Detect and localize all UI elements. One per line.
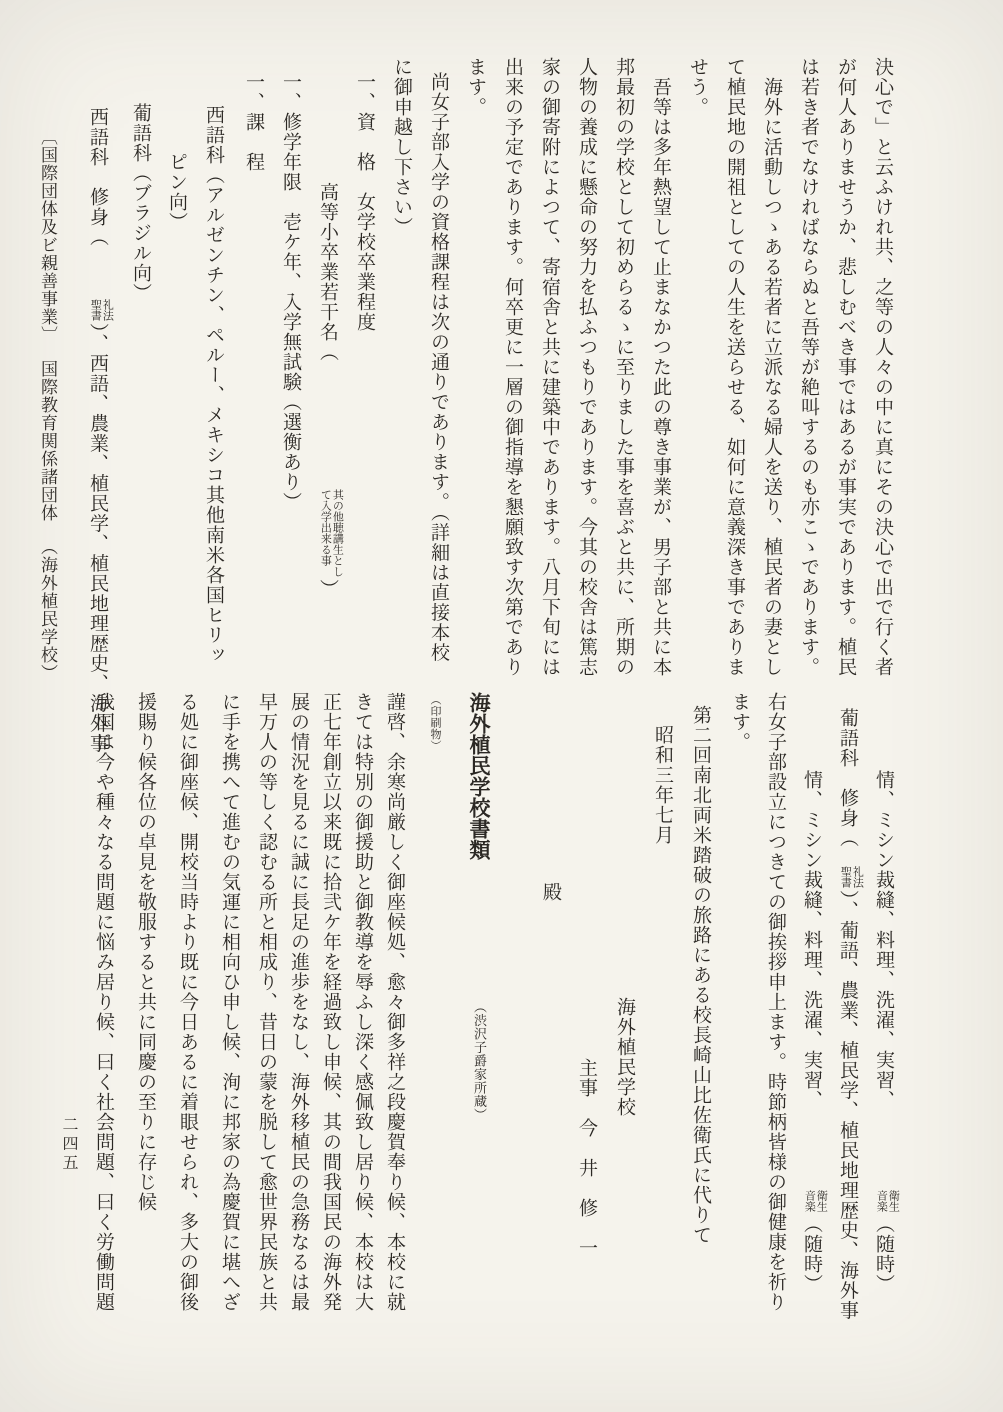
spacer [479, 860, 480, 1000]
inline-small-annotation [803, 1112, 827, 1212]
text-column: 家の御寄附によつて、寄宿舎と共に建築中であります。八月下旬には [539, 57, 560, 677]
list-item-curriculum: 一、課 程 [243, 72, 264, 172]
subjects-text: （随時） [801, 1214, 822, 1294]
text-column: ます。 [465, 57, 486, 117]
text-column: 早万人の等しく認むる所と相成り、昔日の蒙を脱して愈世界民族と共 [256, 692, 277, 1312]
annotation-line: 聖書 [89, 299, 102, 321]
subjects-text: ）、西語、農業、植民学、植民地理歴史、海外事 [87, 323, 108, 754]
lower-text-band [82, 692, 901, 1332]
subjects-text: 情、ミシン裁縫、料理、洗濯、実習、 [873, 770, 894, 1110]
text-column: 吾等は多年熱望して止まなかつた此の尊き事業が、男子部と共に本 [650, 77, 671, 677]
running-header-section: 〔国際団体及ビ親善事業〕 [38, 128, 57, 344]
curriculum-subjects-column [75, 57, 119, 754]
curriculum-subjects-column-cont [865, 692, 901, 1332]
subjects-text: 西語科 修身（ [87, 107, 108, 247]
note-text: 高等小卒業若干名（ [317, 182, 338, 362]
inline-small-annotation [839, 850, 863, 888]
curriculum-portuguese-subjects-column [829, 692, 865, 1332]
text-column: 人物の養成に懸命の努力を払ふつもりであります。今其の校舎は篤志 [576, 57, 597, 677]
letter-sender-school: 海外植民学校 [614, 997, 635, 1117]
annotation-line: 礼法 [851, 866, 864, 888]
running-header-school: （海外植民学校） [38, 538, 57, 682]
list-note-column [309, 57, 346, 689]
text-column: 展の情況を見るに誠に長足の進歩をなし、海外移植民の急務なるは最 [288, 692, 309, 1312]
text-column: 海外に活動しつゝある若者に立派なる婦人を送り、植民者の妻とし [761, 77, 782, 677]
text-column: ます。 [729, 692, 750, 752]
letter-sender-name: 主事 今 井 修 一 [576, 1058, 597, 1258]
curriculum-subjects-column-cont [793, 692, 829, 1332]
curriculum-spanish-column: 西語科（アルゼンチン、ペルー、メキシコ其他南米各国ヒリッ [203, 105, 224, 665]
inline-small-annotation [89, 249, 113, 321]
text-column: 出来の予定であります。何卒更に一層の御指導を懇願致す次第であり [502, 57, 523, 677]
text-column: る処に御座候、開校当時より既に今日あるに着眼せられ、多大の御後 [177, 692, 198, 1312]
annotation-line: 其の他聴講生とし [331, 489, 344, 577]
annotation-line: 礼法 [101, 299, 114, 321]
collection-note: （渋沢子爵家所蔵） [472, 1000, 487, 1122]
subjects-text: 情、ミシン裁縫、料理、洗濯、実習、 [801, 770, 822, 1110]
letter-date: 昭和三年七月 [652, 725, 673, 845]
subjects-text: ）、葡語、農業、植民学、植民地理歴史、海外事 [837, 890, 858, 1321]
text-column: 右女子部設立につきての御挨拶申上ます。時節柄皆様の御健康を祈り [765, 692, 786, 1312]
curriculum-spanish-column-cont: ピン向） [166, 152, 187, 232]
list-item-qualification: 一、資 格 女学校卒業程度 [354, 72, 375, 332]
text-column: 正七年創立以来既に拾弐ケ年を経過致し申候、其の間我国民の海外発 [320, 692, 341, 1312]
running-header [34, 128, 60, 682]
section-heading-text: 海外植民学校書類 [467, 692, 491, 860]
document-section-heading [458, 692, 500, 1332]
subjects-text: （随時） [873, 1214, 894, 1294]
inline-small-annotation [319, 364, 343, 577]
text-column: せう。 [687, 57, 708, 117]
text-column: 決心で」と云ふけれ共、之等の人々の中に真にその決心で出で行く者 [872, 57, 893, 677]
annotation-line: 聖書 [839, 866, 852, 888]
annotation-line: 音楽 [875, 1190, 888, 1212]
list-item-study-term: 一、修学年限 壱ケ年、入学無試験（選衡あり） [280, 72, 301, 512]
letter-addressee-honorific: 殿 [540, 882, 561, 902]
annotation-line: 衛生 [887, 1190, 900, 1212]
note-text: ） [317, 579, 338, 599]
annotation-line: 衛生 [815, 1190, 828, 1212]
text-column: に手を携へて進むの気運に相向ひ申し候、洵に邦家の為慶賀に堪へざ [219, 692, 240, 1312]
print-material-note: （印刷物） [429, 694, 441, 752]
text-column: 我国は今や種々なる問題に悩み居り候、曰く社会問題、曰く労働問題 [93, 692, 114, 1312]
page-number: 二四五 [60, 1116, 77, 1173]
subjects-text: 葡語科 修身（ [837, 708, 858, 848]
inline-small-annotation [875, 1112, 899, 1212]
curriculum-portuguese-column: 葡語科（ブラジル向） [130, 103, 151, 303]
text-column: に御申越し下さい） [391, 57, 412, 237]
text-column: は若き者でなければならぬと吾等が絶叫するのも亦こゝであります。 [798, 57, 819, 677]
annotation-line: て入学出来る事 [319, 489, 332, 566]
text-column: 謹啓、余寒尚厳しく御座候処、愈々御多祥之段慶賀奉り候、本校に就 [384, 692, 405, 1312]
text-column: きては特別の御援助と御教導を辱ふし深く感佩致し居り候、本校は大 [352, 692, 373, 1312]
letter-signature-note: 第二回南北両米踏破の旅路にある校長崎山比佐衛氏に代りて [690, 705, 711, 1245]
text-column: 尚女子部入学の資格課程は次の通りであります。（詳細は直接本校 [428, 72, 449, 663]
text-column: て植民地の開祖としての人生を送らせる、如何に意義深き事でありま [724, 57, 745, 677]
text-column: が何人ありませうか、悲しむべき事ではあるが事実であります。植民 [835, 57, 856, 677]
annotation-line: 音楽 [803, 1190, 816, 1212]
running-header-category: 国際教育関係諸団体 [38, 360, 57, 522]
spacer [47, 344, 48, 360]
text-column: 邦最初の学校として初めらるゝに至りました事を喜ぶと共に、所期の [613, 57, 634, 677]
spacer [47, 522, 48, 538]
text-column: 援賜り候各位の卓見を敬服すると共に同慶の至りに存じ候 [135, 692, 156, 1212]
